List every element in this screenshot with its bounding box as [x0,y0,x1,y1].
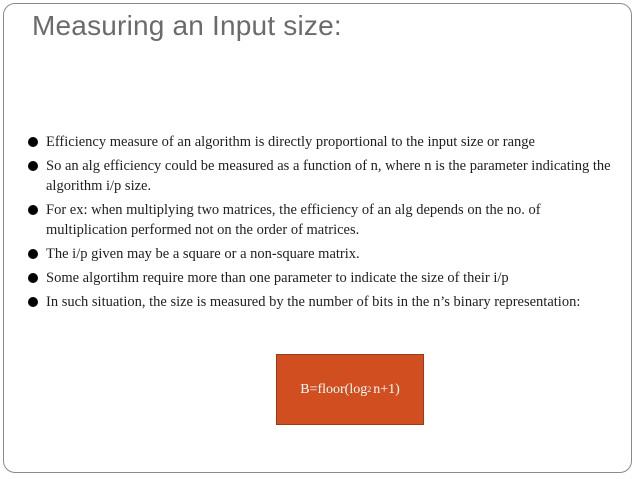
bullet-dot-icon [28,273,38,283]
bullet-item [22,132,617,152]
bullet-text: In such situation, the size is measured by the number of bits in the n’s binary representation: [46,294,581,310]
bullet-dot-icon [28,205,38,215]
slide-title: Measuring an Input size: [32,10,342,41]
bullet-text: The i/p given may be a square or a non-square matrix. [46,246,360,262]
formula-prefix: B=floor(log [300,381,368,397]
formula-subscript: 2 [367,385,372,394]
slide-frame [3,3,632,473]
bullet-text: For ex: when multiplying two matrices, the efficiency of an alg depends on the no. of multiplication performed not on the order of matrices. [46,202,541,238]
bullet-dot-icon [28,297,38,307]
bullet-text: Some algortihm require more than one parameter to indicate the size of their i/p [46,270,509,286]
bullet-dot-icon [28,249,38,259]
bullet-item [22,156,617,196]
bullet-list [22,132,617,316]
bullet-item [22,292,617,312]
formula-box [276,354,424,425]
bullet-item [22,244,617,264]
bullet-item [22,268,617,288]
formula-suffix: n+1) [373,381,400,397]
bullet-dot-icon [28,161,38,171]
bullet-item [22,200,617,240]
bullet-text: So an alg efficiency could be measured as a function of n, where n is the parameter indicating the algorithm i/p size. [46,158,611,194]
bullet-text: Efficiency measure of an algorithm is directly proportional to the input size or range [46,134,535,150]
bullet-dot-icon [28,137,38,147]
